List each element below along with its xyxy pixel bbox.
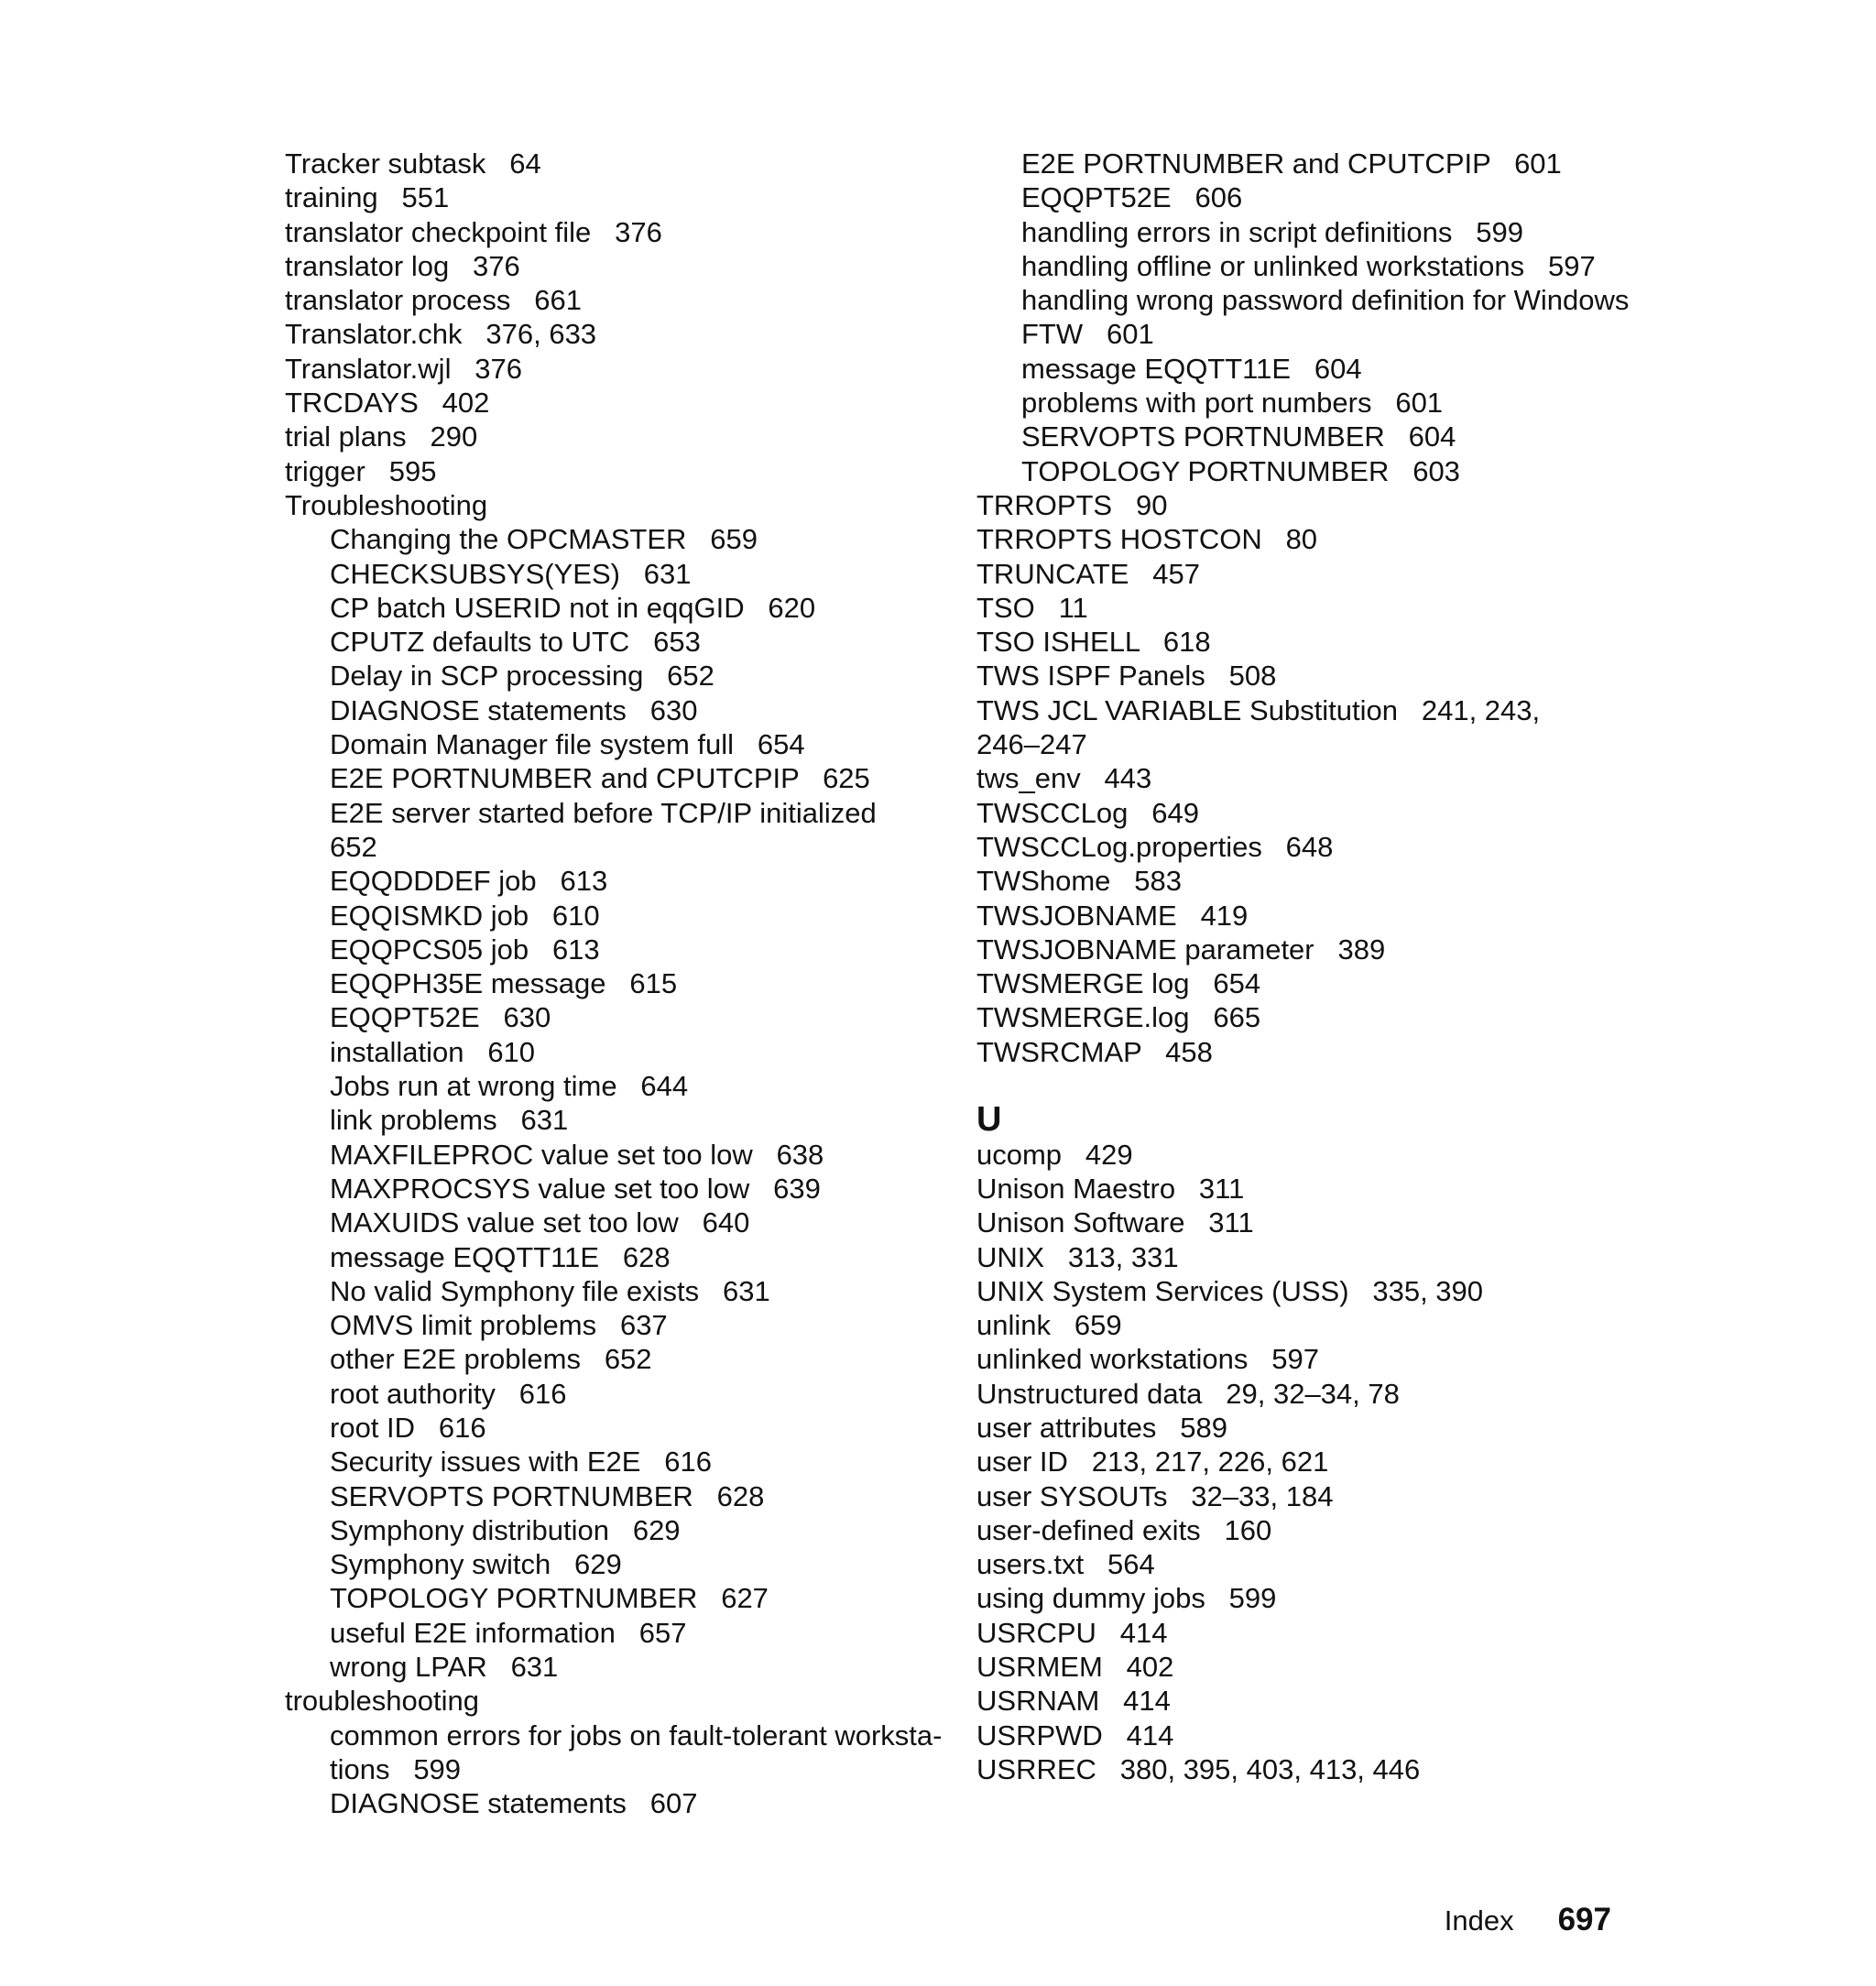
index-subentry: common errors for jobs on fault-tolerant worksta-	[330, 1719, 943, 1751]
index-column-right	[976, 147, 1636, 1786]
index-subentry: EQQPH35E message 615	[330, 967, 678, 1000]
index-subentry: No valid Symphony file exists 631	[330, 1274, 770, 1307]
index-entry: USRCPU 414	[976, 1616, 1168, 1649]
index-subentry: MAXUIDS value set too low 640	[330, 1206, 750, 1239]
index-subentry: other E2E problems 652	[330, 1343, 652, 1376]
index-subentry: E2E server started before TCP/IP initialized	[330, 796, 877, 829]
index-subentry: Jobs run at wrong time 644	[330, 1070, 689, 1103]
index-entry: user-defined exits 160	[976, 1513, 1272, 1546]
index-entry: tws_env 443	[976, 762, 1152, 795]
index-subentry: EQQPT52E 630	[330, 1001, 551, 1034]
index-subentry: TOPOLOGY PORTNUMBER 603	[1021, 454, 1460, 487]
index-entry: unlink 659	[976, 1309, 1122, 1342]
index-entry: TWS JCL VARIABLE Substitution 241, 243,	[976, 693, 1541, 726]
index-entry: troubleshooting	[285, 1685, 479, 1718]
index-subentry: E2E PORTNUMBER and CPUTCPIP 601	[1021, 147, 1562, 180]
index-entry: Unstructured data 29, 32–34, 78	[976, 1377, 1400, 1410]
index-entry: TWS ISPF Panels 508	[976, 660, 1277, 693]
index-entry: Translator.chk 376, 633	[285, 318, 597, 351]
index-subentry: wrong LPAR 631	[330, 1651, 559, 1684]
index-subentry: link problems 631	[330, 1104, 569, 1137]
index-entry: TWSMERGE.log 665	[976, 1001, 1261, 1034]
index-subentry: handling errors in script definitions 599	[1021, 215, 1523, 248]
index-entry: trial plans 290	[285, 420, 478, 453]
index-subentry: OMVS limit problems 637	[330, 1309, 668, 1342]
index-entry: TWSCCLog.properties 648	[976, 830, 1334, 863]
index-subentry: DIAGNOSE statements 607	[330, 1787, 698, 1820]
index-subentry: useful E2E information 657	[330, 1616, 687, 1649]
index-subentry: DIAGNOSE statements 630	[330, 693, 698, 726]
index-subentry: installation 610	[330, 1035, 536, 1068]
index-subentry: Domain Manager file system full 654	[330, 728, 805, 761]
index-subentry: SERVOPTS PORTNUMBER 604	[1021, 420, 1456, 453]
index-entry: trigger 595	[285, 454, 437, 487]
index-subentry: EQQDDDEF job 613	[330, 865, 608, 898]
index-subentry: FTW 601	[1021, 318, 1154, 351]
index-subentry: message EQQTT11E 628	[330, 1240, 671, 1273]
index-subentry: root authority 616	[330, 1377, 567, 1410]
section-letter-heading: U	[976, 1100, 1002, 1140]
index-entry: USRNAM 414	[976, 1685, 1171, 1718]
index-entry: using dummy jobs 599	[976, 1582, 1277, 1615]
index-entry: Unison Software 311	[976, 1206, 1254, 1239]
footer-section-label: Index	[1444, 1904, 1514, 1937]
index-entry: TRROPTS HOSTCON 80	[976, 523, 1318, 556]
index-subentry: E2E PORTNUMBER and CPUTCPIP 625	[330, 762, 870, 795]
index-entry: UNIX System Services (USS) 335, 390	[976, 1274, 1484, 1307]
index-entry: translator process 661	[285, 284, 582, 317]
index-subentry: tions 599	[330, 1752, 462, 1785]
index-subentry: Changing the OPCMASTER 659	[330, 523, 758, 556]
index-subentry: 652	[330, 830, 377, 863]
index-entry: USRPWD 414	[976, 1719, 1174, 1751]
index-subentry: problems with port numbers 601	[1021, 387, 1444, 420]
index-subentry: Symphony distribution 629	[330, 1513, 681, 1546]
index-entry: TRUNCATE 457	[976, 557, 1201, 590]
index-subentry: EQQPCS05 job 613	[330, 933, 600, 966]
index-entry: TSO ISHELL 618	[976, 626, 1211, 659]
index-entry: Tracker subtask 64	[285, 147, 541, 180]
index-entry: USRREC 380, 395, 403, 413, 446	[976, 1752, 1421, 1785]
index-entry: TSO 11	[976, 591, 1088, 624]
index-entry: TWSJOBNAME parameter 389	[976, 933, 1386, 966]
index-entry: TWSRCMAP 458	[976, 1035, 1213, 1068]
index-entry: user attributes 589	[976, 1411, 1227, 1444]
index-subentry: Security issues with E2E 616	[330, 1446, 712, 1479]
index-entry: UNIX 313, 331	[976, 1240, 1179, 1273]
index-subentry: handling wrong password definition for Windows	[1021, 284, 1630, 317]
index-subentry: message EQQTT11E 604	[1021, 352, 1362, 385]
index-subentry: CPUTZ defaults to UTC 653	[330, 626, 701, 659]
index-entry: TWSCCLog 649	[976, 796, 1199, 829]
index-entry: users.txt 564	[976, 1548, 1155, 1581]
index-subentry: EQQPT52E 606	[1021, 181, 1243, 214]
index-subentry: MAXFILEPROC value set too low 638	[330, 1138, 824, 1171]
index-subentry: Delay in SCP processing 652	[330, 660, 714, 693]
index-entry: TWShome 583	[976, 865, 1182, 898]
index-entry: translator log 376	[285, 249, 520, 282]
page-footer	[1445, 1902, 1611, 1938]
index-subentry: root ID 616	[330, 1411, 486, 1444]
index-entry: Troubleshooting	[285, 488, 488, 521]
index-entry: Translator.wjl 376	[285, 352, 523, 385]
index-entry: ucomp 429	[976, 1138, 1133, 1171]
index-subentry: EQQISMKD job 610	[330, 899, 600, 932]
page-number: 697	[1557, 1902, 1611, 1937]
index-subentry: TOPOLOGY PORTNUMBER 627	[330, 1582, 769, 1615]
index-entry: translator checkpoint file 376	[285, 215, 662, 248]
index-entry: Unison Maestro 311	[976, 1172, 1245, 1205]
index-entry: USRMEM 402	[976, 1651, 1174, 1684]
index-entry: user SYSOUTs 32–33, 184	[976, 1479, 1334, 1512]
index-entry: TRROPTS 90	[976, 488, 1168, 521]
index-subentry: CHECKSUBSYS(YES) 631	[330, 557, 692, 590]
index-entry: TWSMERGE log 654	[976, 967, 1261, 1000]
index-entry: TRCDAYS 402	[285, 387, 490, 420]
index-entry: TWSJOBNAME 419	[976, 899, 1249, 932]
index-entry: 246–247	[976, 728, 1087, 761]
index-subentry: CP batch USERID not in eqqGID 620	[330, 591, 816, 624]
index-subentry: handling offline or unlinked workstations 597	[1021, 249, 1596, 282]
index-column-left	[285, 147, 944, 1821]
section-gap	[976, 1069, 1636, 1103]
index-subentry: SERVOPTS PORTNUMBER 628	[330, 1479, 765, 1512]
index-entry: user ID 213, 217, 226, 621	[976, 1446, 1329, 1479]
index-subentry: MAXPROCSYS value set too low 639	[330, 1172, 821, 1205]
index-entry: unlinked workstations 597	[976, 1343, 1319, 1376]
index-subentry: Symphony switch 629	[330, 1548, 622, 1581]
index-entry: training 551	[285, 181, 450, 214]
